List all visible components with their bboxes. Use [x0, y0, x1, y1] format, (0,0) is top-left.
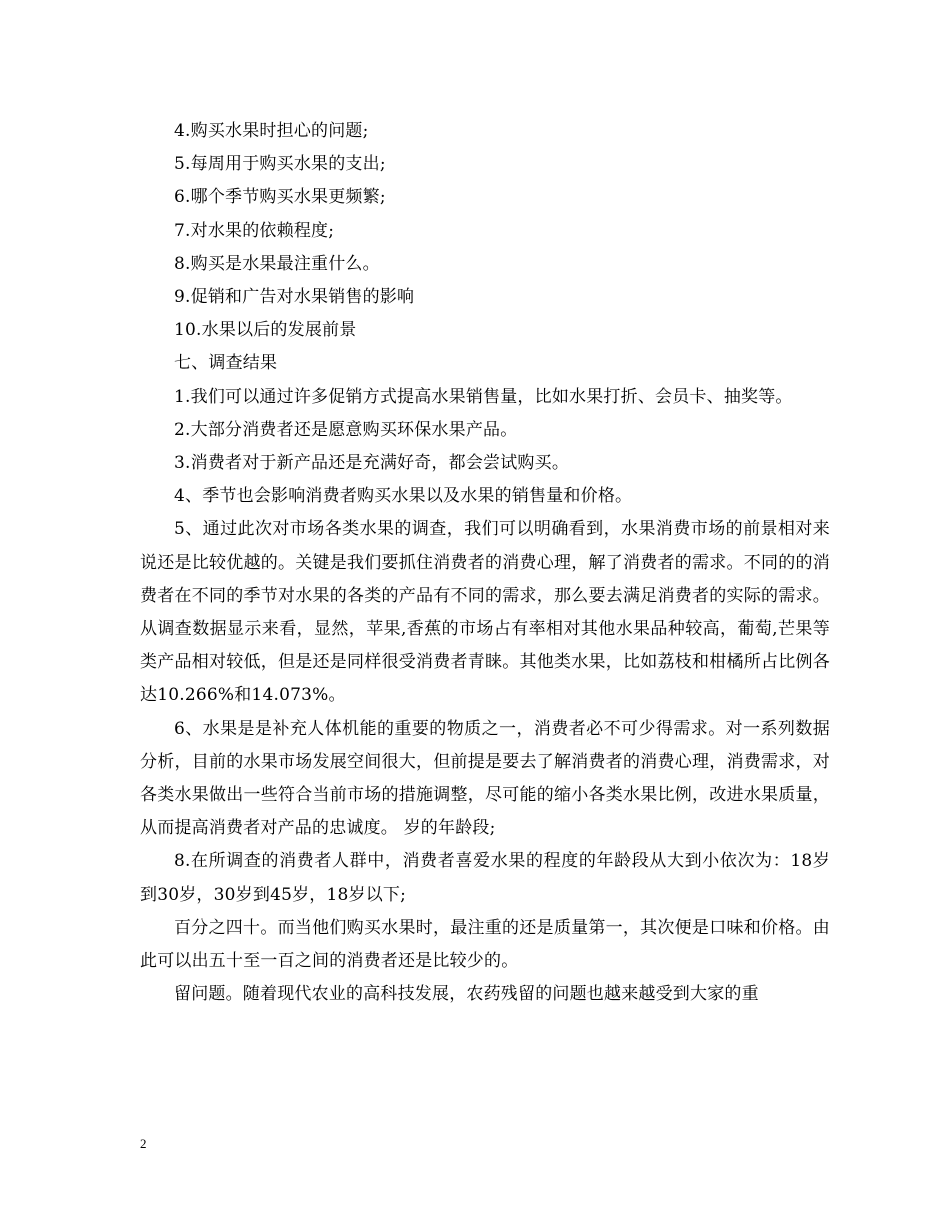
list-item-9: 9.促销和广告对水果销售的影响 — [174, 287, 415, 308]
result-paragraph-8: 8.在所调查的消费者人群中，消费者喜爱水果的程度的年龄段从大到小依次为：18岁到30岁，30岁到45岁，18岁以下; — [140, 851, 830, 905]
body-paragraph: 百分之四十。而当他们购买水果时，最注重的还是质量第一，其次便是口味和价格。由此可以出五十至一百之间的消费者还是比较少的。 — [140, 917, 830, 972]
list-item-4: 4.购买水果时担心的问题; — [174, 121, 369, 141]
result-paragraph-5: 5、通过此次对市场各类水果的调查，我们可以明确看到，水果消费市场的前景相对来说还是比较优越的。关键是我们要抓住消费者的消费心理，解了消费者的需求。不同的的消费者在不同的季节对水果的各类的产品有不同的需求，那么要去满足消费者的实际的需求。从调查数据显示来看，显然，苹果,香蕉的市场占有率相对其他水果品种较高，葡萄,芒果等类产品相对较低，但是还是同样很受消费者青睐。其他类水果，比如荔枝和柑橘所占比例各达10.266%和14.073%。 — [140, 519, 830, 706]
result-paragraph-3: 3.消费者对于新产品还是充满好奇，都会尝试购买。 — [174, 453, 570, 474]
result-paragraph-2: 2.大部分消费者还是愿意购买环保水果产品。 — [174, 419, 518, 440]
result-paragraph-4: 4、季节也会影响消费者购买水果以及水果的销售量和价格。 — [174, 486, 633, 507]
result-paragraph-6: 6、水果是是补充人体机能的重要的物质之一，消费者必不可少得需求。对一系列数据分析，目前的水果市场发展空间很大，但前提是要去了解消费者的消费心理，消费需求，对各类水果做出一些符合当前市场的措施调整，尽可能的缩小各类水果比例，改进水果质量，从而提高消费者对产品的忠诚度。 岁的年龄段; — [140, 718, 830, 839]
list-item-8: 8.购买是水果最注重什么。 — [174, 253, 380, 274]
list-item-10: 10.水果以后的发展前景 — [174, 320, 357, 341]
section-heading: 七、调查结果 — [174, 353, 278, 374]
list-item-6: 6.哪个季节购买水果更频繁; — [174, 187, 386, 208]
document-body — [140, 115, 830, 1011]
list-item-5: 5.每周用于购买水果的支出; — [174, 154, 386, 175]
list-item-7: 7.对水果的依赖程度; — [174, 220, 335, 241]
result-paragraph-1: 1.我们可以通过许多促销方式提高水果销售量，比如水果打折、会员卡、抽奖等。 — [174, 386, 793, 407]
body-paragraph-continued: 留问题。随着现代农业的高科技发展，农药残留的问题也越来越受到大家的重 — [174, 984, 759, 1005]
page-number: 2 — [140, 1136, 147, 1151]
